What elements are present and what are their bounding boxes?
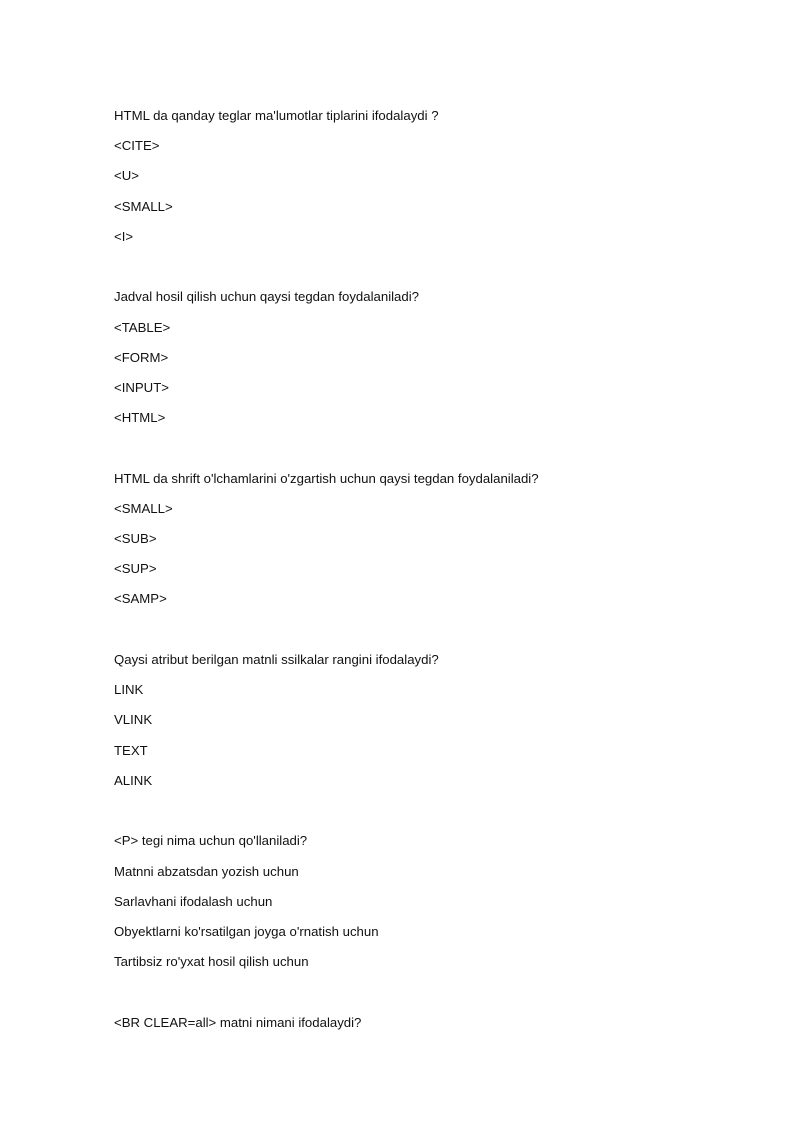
question-block-1 <box>114 104 754 255</box>
answer-option: <SUB> <box>114 531 157 547</box>
answer-option: LINK <box>114 682 144 698</box>
answer-option: ALINK <box>114 772 153 788</box>
answer-option: <TABLE> <box>114 319 171 335</box>
question-text: HTML da qanday teglar ma'lumotlar tiplarini ifodalaydi ? <box>114 108 439 123</box>
question-block-3 <box>114 467 754 618</box>
answer-option: VLINK <box>114 712 153 728</box>
question-block-4 <box>114 648 754 799</box>
paragraph-gap <box>114 799 754 829</box>
paragraph-gap <box>114 436 754 466</box>
question-text: Jadval hosil qilish uchun qaysi tegdan foydalaniladi? <box>114 289 419 305</box>
answer-option: <SMALL> <box>114 198 173 214</box>
answer-option: Sarlavhani ifodalash uchun <box>114 893 273 909</box>
answer-option: <SUP> <box>114 561 157 577</box>
answer-option: Matnni abzatsdan yozish uchun <box>114 863 299 879</box>
paragraph-gap <box>114 255 754 285</box>
question-text: <BR CLEAR=all> matni nimani ifodalaydi? <box>114 1014 362 1030</box>
question-block-6 <box>114 1011 754 1041</box>
question-block-2 <box>114 285 754 436</box>
answer-option: Obyektlarni ko'rsatilgan joyga o'rnatish uchun <box>114 923 379 939</box>
answer-option: <FORM> <box>114 349 169 365</box>
paragraph-gap <box>114 618 754 648</box>
answer-option: Tartibsiz ro'yxat hosil qilish uchun <box>114 954 309 970</box>
answer-option: <CITE> <box>114 138 160 154</box>
document-body <box>114 104 754 1041</box>
question-text: HTML da shrift o'lchamlarini o'zgartish uchun qaysi tegdan foydalaniladi? <box>114 470 539 486</box>
answer-option: <HTML> <box>114 410 166 426</box>
question-text: <P> tegi nima uchun qo'llaniladi? <box>114 833 308 849</box>
answer-option: <U> <box>114 168 139 184</box>
answer-option: <SAMP> <box>114 591 167 607</box>
answer-option: <SMALL> <box>114 500 173 516</box>
answer-option: TEXT <box>114 742 148 758</box>
question-block-5 <box>114 829 754 980</box>
answer-option: <INPUT> <box>114 379 169 395</box>
question-text: Qaysi atribut berilgan matnli ssilkalar rangini ifodalaydi? <box>114 651 439 667</box>
answer-option: <I> <box>114 228 134 244</box>
paragraph-gap <box>114 980 754 1010</box>
